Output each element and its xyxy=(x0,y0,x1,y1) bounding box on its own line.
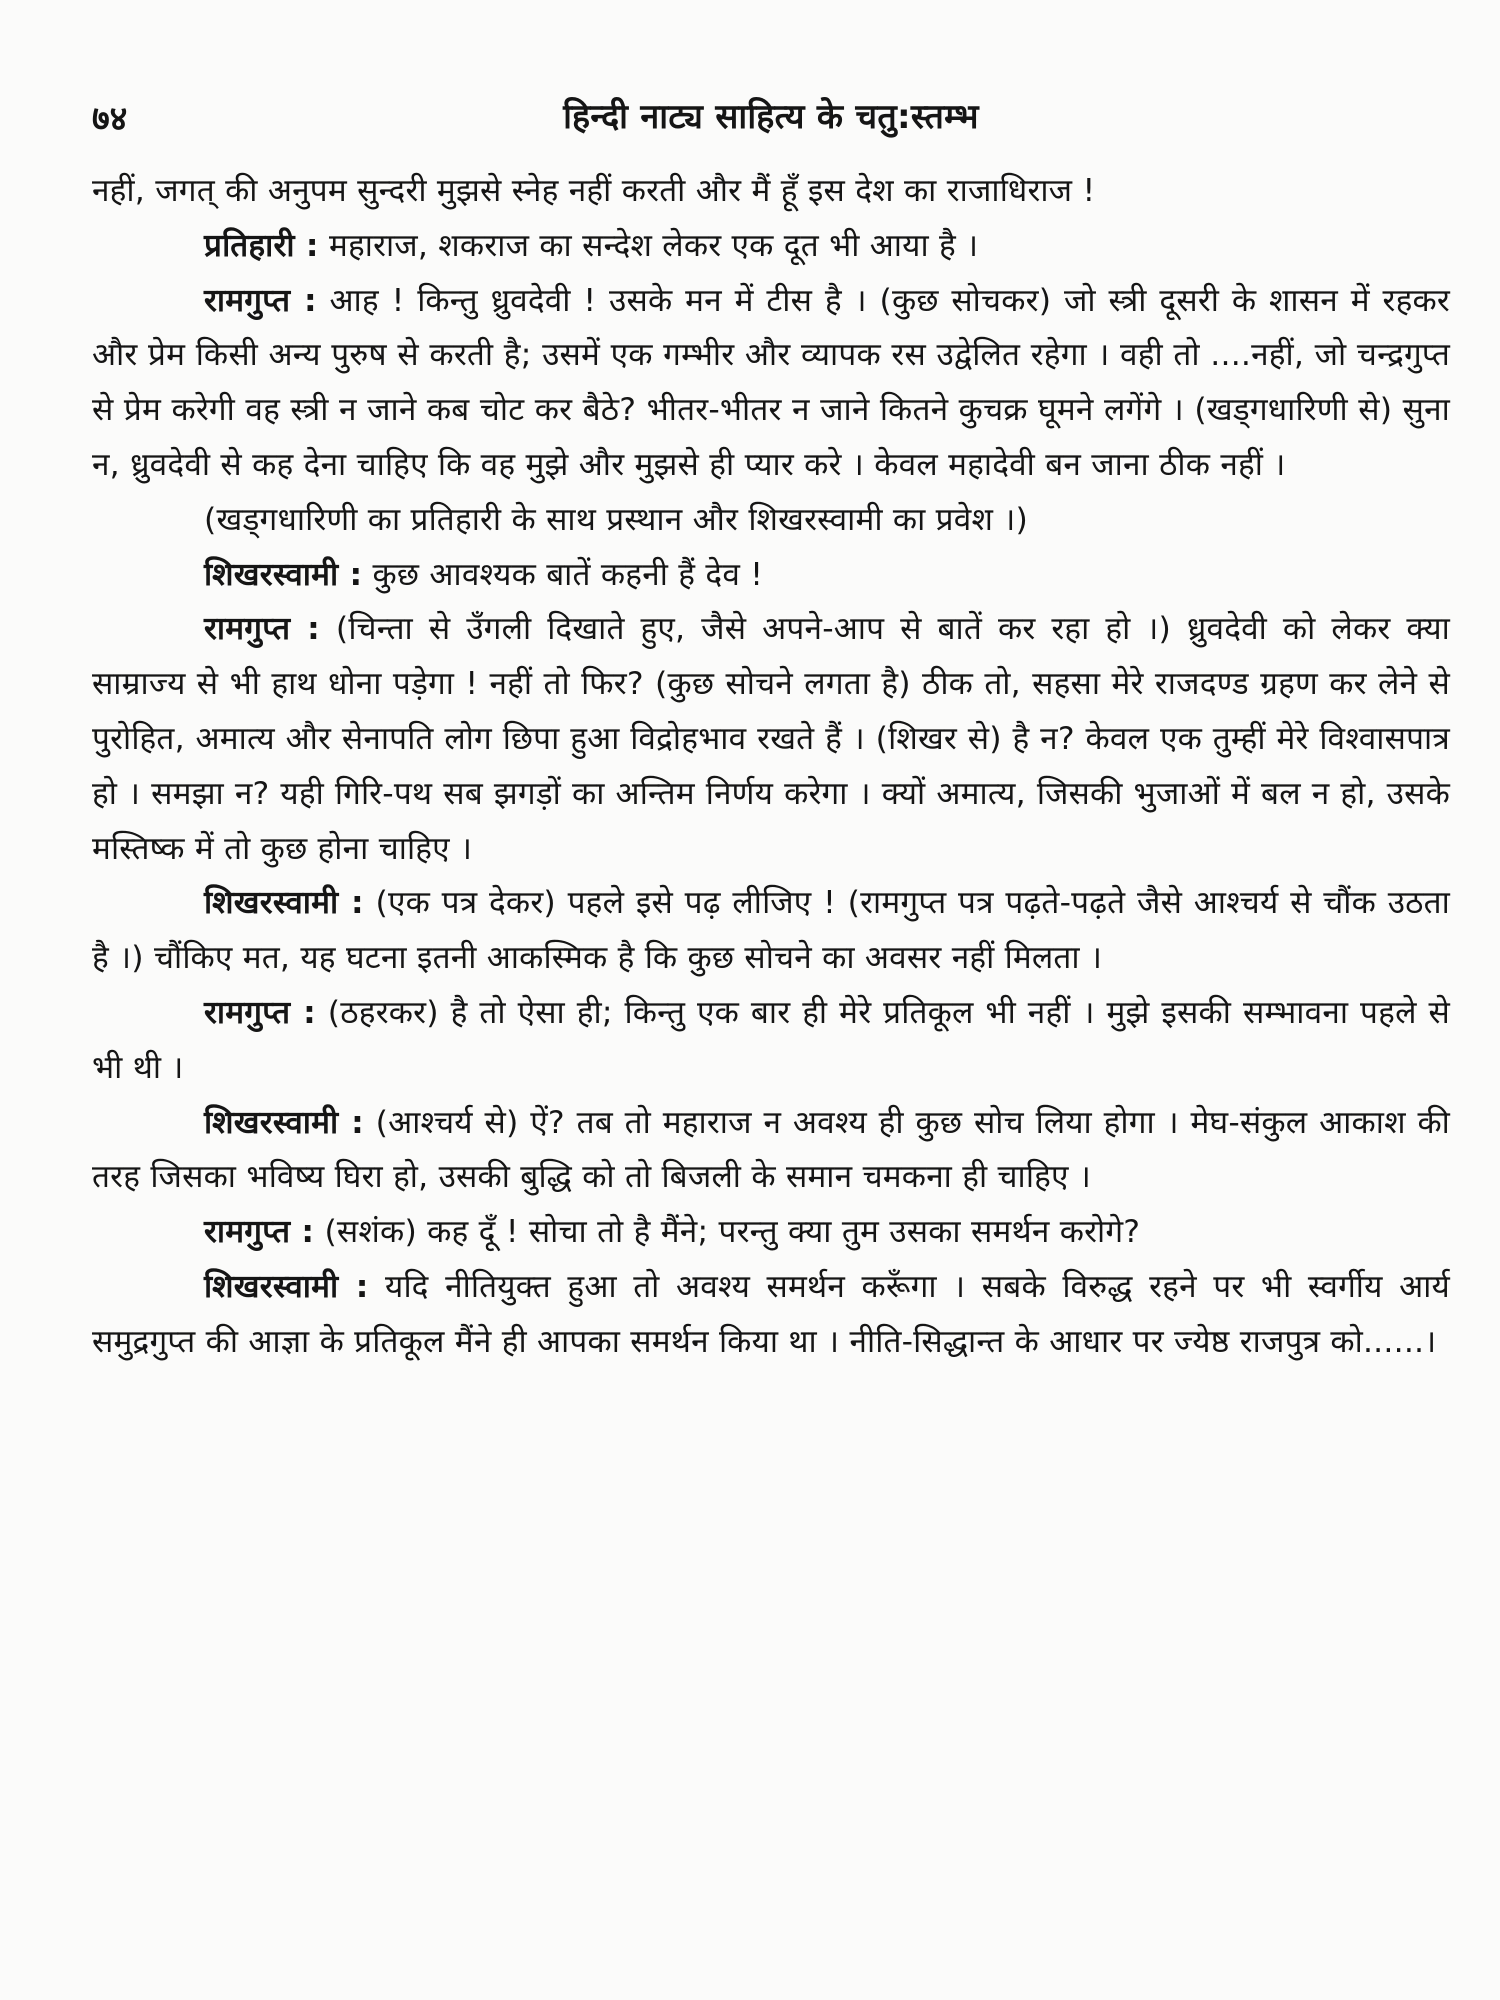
speaker-name: प्रतिहारी : xyxy=(204,227,319,264)
dialogue-text: (एक पत्र देकर) पहले इसे पढ़ लीजिए ! (रामगुप्त पत्र पढ़ते-पढ़ते जैसे आश्चर्य से चौंक उठता है ।) चौंकिए मत, यह घटना इतनी आकस्मिक है कि कुछ सोचने का अवसर नहीं मिलता । xyxy=(92,885,1450,977)
dialogue-text: (ठहरकर) है तो ऐसा ही; किन्तु एक बार ही मेरे प्रतिकूल भी नहीं । मुझे इसकी सम्भावना पहले से भी थी । xyxy=(92,994,1450,1086)
running-title: हिन्दी नाट्य साहित्य के चतु:स्तम्भ xyxy=(563,97,979,137)
speaker-name: रामगुप्त : xyxy=(204,994,316,1031)
dialogue-text: आह ! किन्तु ध्रुवदेवी ! उसके मन में टीस है । (कुछ सोचकर) जो स्त्री दूसरी के शासन में रहकर और प्रेम किसी अन्य पुरुष से करती है; उसमें एक गम्भीर और व्यापक रस उद्वेलित रहेगा । वही तो ....नहीं, जो चन्द्रगुप्त से प्रेम करेगी वह स्त्री न जाने कब चोट कर बैठे? भीतर-भीतर न जाने कितने कुचक्र घूमने लगेंगे । (खड्गधारिणी से) सुना न, ध्रुवदेवी से कह देना चाहिए कि वह मुझे और मुझसे ही प्यार करे । केवल महादेवी बन जाना ठीक नहीं । xyxy=(92,282,1450,483)
dialogue-paragraph xyxy=(92,1260,1450,1370)
speaker-name: शिखरस्वामी : xyxy=(204,556,363,593)
dialogue-text: कुछ आवश्यक बातें कहनी हैं देव ! xyxy=(362,556,764,593)
dialogue-paragraph xyxy=(92,876,1450,986)
speaker-name: रामगुप्त : xyxy=(204,611,320,648)
dialogue-text: यदि नीतियुक्त हुआ तो अवश्य समर्थन करूँगा । सबके विरुद्ध रहने पर भी स्वर्गीय आर्य समुद्रगुप्त की आज्ञा के प्रतिकूल मैंने ही आपका समर्थन किया था । नीति-सिद्धान्त के आधार पर ज्येष्ठ राजपुत्र को......। xyxy=(92,1268,1450,1360)
dialogue-paragraph xyxy=(92,986,1450,1096)
dialogue-paragraph xyxy=(92,1205,1450,1260)
dialogue-text: (सशंक) कह दूँ ! सोचा तो है मैंने; परन्तु क्या तुम उसका समर्थन करोगे? xyxy=(314,1214,1141,1251)
dialogue-text: (चिन्ता से उँगली दिखाते हुए, जैसे अपने-आप से बातें कर रहा हो ।) ध्रुवदेवी को लेकर क्या साम्राज्य से भी हाथ धोना पड़ेगा ! नहीं तो फिर? (कुछ सोचने लगता है) ठीक तो, सहसा मेरे राजदण्ड ग्रहण कर लेने से पुरोहित, अमात्य और सेनापति लोग छिपा हुआ विद्रोहभाव रखते हैं । (शिखर से) है न? केवल एक तुम्हीं मेरे विश्वासपात्र हो । समझा न? यही गिरि-पथ सब झगड़ों का अन्तिम निर्णय करेगा । क्यों अमात्य, जिसकी भुजाओं में बल न हो, उसके मस्तिष्क में तो कुछ होना चाहिए । xyxy=(92,611,1451,867)
dialogue-paragraph xyxy=(92,548,1450,603)
dialogue-text: (आश्चर्य से) ऐं? तब तो महाराज न अवश्य ही कुछ सोच लिया होगा । मेघ-संकुल आकाश की तरह जिसका भविष्य घिरा हो, उसकी बुद्धि को तो बिजली के समान चमकना ही चाहिए । xyxy=(92,1104,1450,1196)
page-header xyxy=(92,88,1450,158)
page-body xyxy=(92,164,1450,1370)
speaker-name: शिखरस्वामी : xyxy=(204,1268,369,1305)
paragraph-text: नहीं, जगत् की अनुपम सुन्दरी मुझसे स्नेह नहीं करती और मैं हूँ इस देश का राजाधिराज ! xyxy=(92,173,1096,209)
speaker-name: रामगुप्त : xyxy=(204,1214,315,1251)
speaker-name: शिखरस्वामी : xyxy=(204,885,364,922)
stage-direction-text: (खड्गधारिणी का प्रतिहारी के साथ प्रस्थान और शिखरस्वामी का प्रवेश ।) xyxy=(204,501,1028,538)
dialogue-text: महाराज, शकराज का सन्देश लेकर एक दूत भी आया है । xyxy=(318,227,979,264)
speaker-name: शिखरस्वामी : xyxy=(204,1104,364,1141)
dialogue-paragraph xyxy=(92,274,1450,493)
page-number: ७४ xyxy=(92,99,128,139)
paragraph-continuation xyxy=(92,164,1450,219)
stage-direction xyxy=(92,493,1450,548)
speaker-name: रामगुप्त : xyxy=(204,282,317,319)
dialogue-paragraph xyxy=(92,1096,1450,1206)
dialogue-paragraph xyxy=(92,219,1450,274)
dialogue-paragraph xyxy=(92,602,1450,876)
